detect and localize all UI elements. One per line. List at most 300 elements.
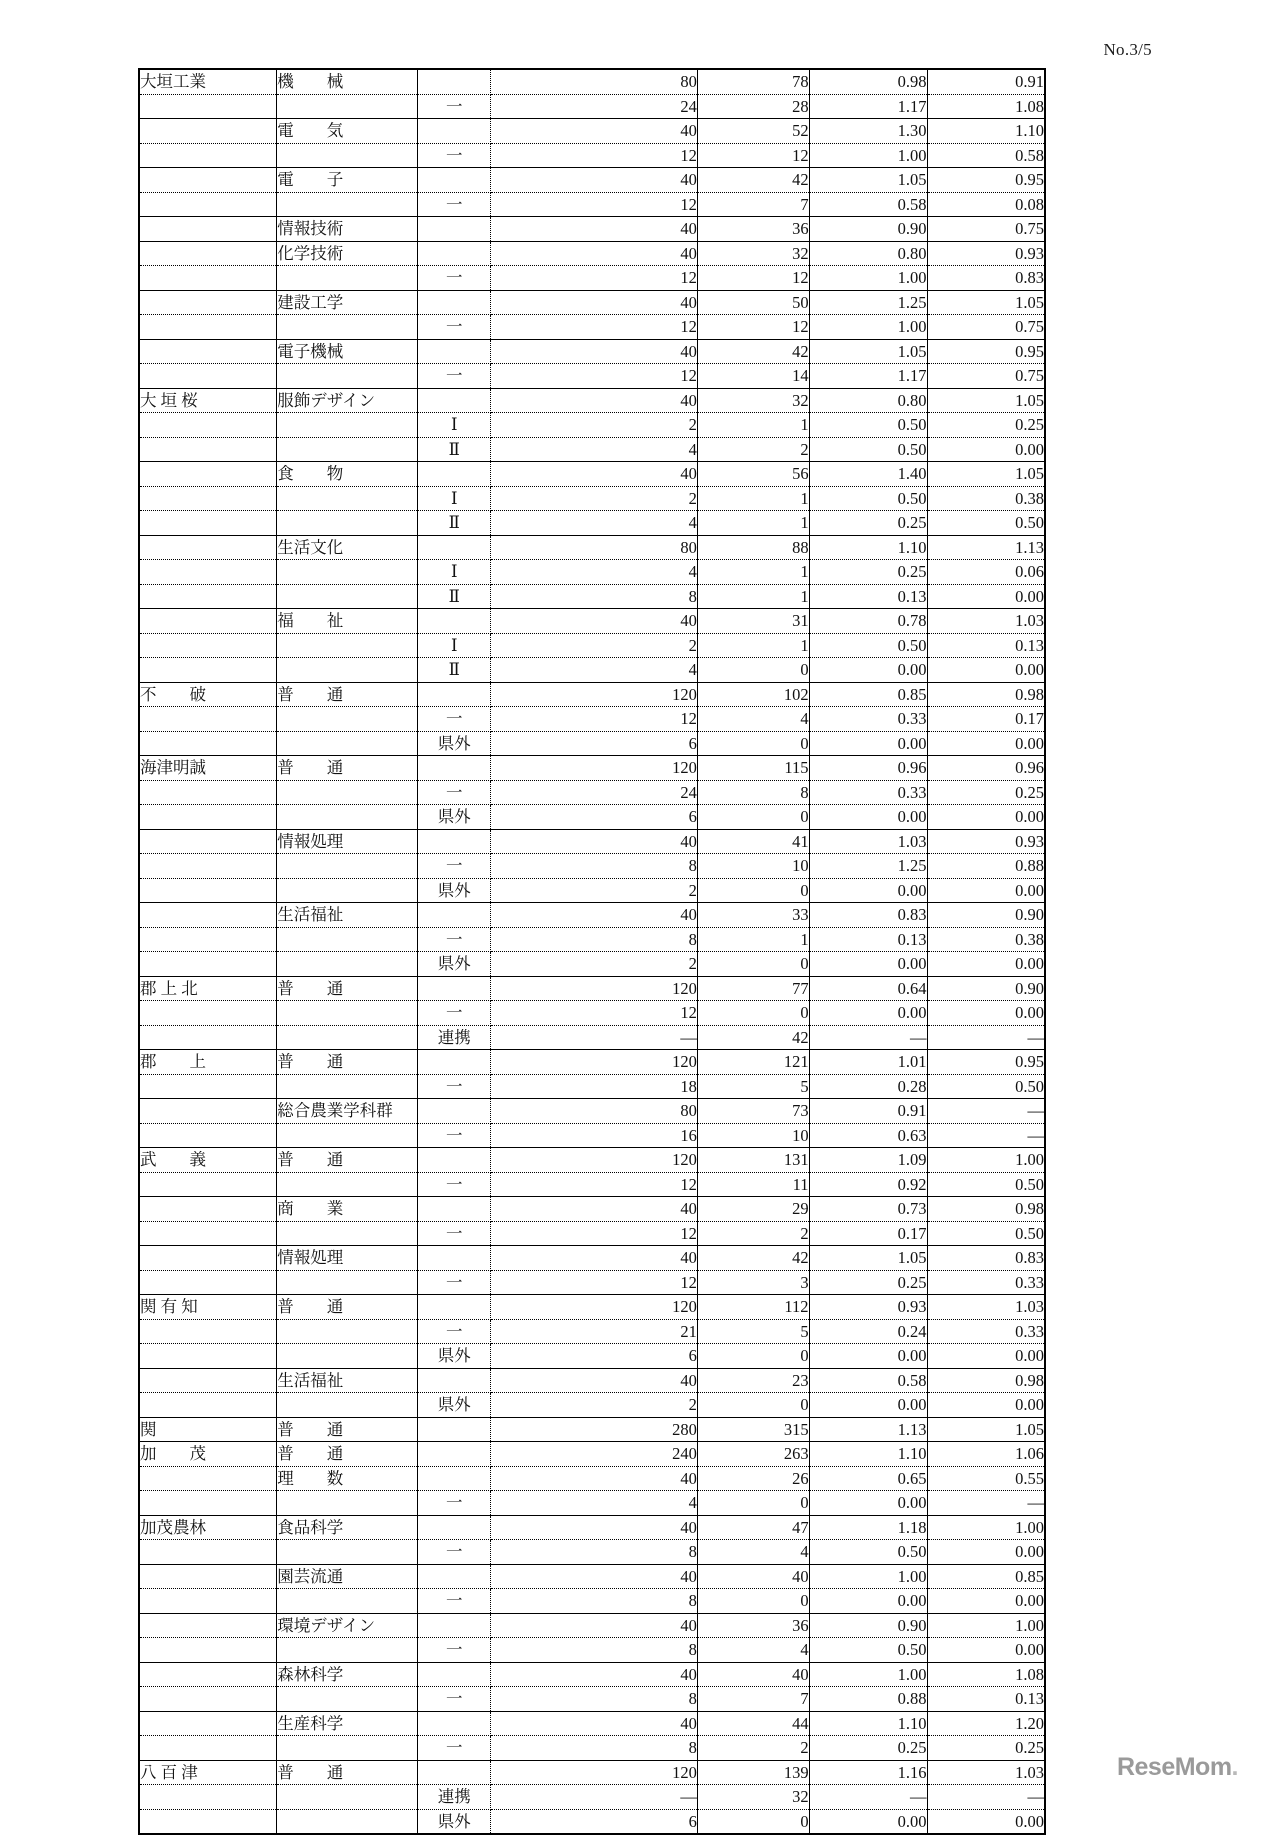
applicants-cell: 0 bbox=[697, 1589, 809, 1614]
school-name-cell bbox=[139, 1172, 277, 1197]
ratio-cell: 0.65 bbox=[809, 1466, 927, 1491]
prev-ratio-cell: 0.50 bbox=[927, 1221, 1045, 1246]
ratio-cell: 1.00 bbox=[809, 143, 927, 168]
kind-cell bbox=[418, 756, 491, 781]
capacity-cell: 40 bbox=[491, 241, 698, 266]
table-row bbox=[139, 168, 1045, 193]
prev-ratio-cell: 0.25 bbox=[927, 1736, 1045, 1761]
prev-ratio-cell: 1.10 bbox=[927, 119, 1045, 144]
kind-cell: 県外 bbox=[418, 1809, 491, 1834]
course-name-cell bbox=[277, 584, 418, 609]
ratio-cell: 1.25 bbox=[809, 854, 927, 879]
capacity-cell: 12 bbox=[491, 315, 698, 340]
applicants-cell: 77 bbox=[697, 976, 809, 1001]
school-name-cell bbox=[139, 1197, 277, 1222]
applicants-cell: 315 bbox=[697, 1417, 809, 1442]
table-row bbox=[139, 364, 1045, 389]
kind-cell bbox=[418, 903, 491, 928]
course-name-cell: 生産科学 bbox=[277, 1711, 418, 1736]
course-name-cell: 普 通 bbox=[277, 1417, 418, 1442]
prev-ratio-cell: 1.20 bbox=[927, 1711, 1045, 1736]
ratio-cell: — bbox=[809, 1025, 927, 1050]
school-name-cell: 不 破 bbox=[139, 682, 277, 707]
kind-cell: 一 bbox=[418, 1687, 491, 1712]
applicants-cell: 73 bbox=[697, 1099, 809, 1124]
applicants-cell: 263 bbox=[697, 1442, 809, 1467]
capacity-cell: 40 bbox=[491, 168, 698, 193]
applicants-cell: 115 bbox=[697, 756, 809, 781]
school-name-cell bbox=[139, 658, 277, 683]
course-name-cell bbox=[277, 854, 418, 879]
course-name-cell: 生活文化 bbox=[277, 535, 418, 560]
course-name-cell: 普 通 bbox=[277, 1295, 418, 1320]
prev-ratio-cell: 0.00 bbox=[927, 1809, 1045, 1834]
course-name-cell bbox=[277, 1221, 418, 1246]
ratio-cell: 0.50 bbox=[809, 486, 927, 511]
applicants-cell: 26 bbox=[697, 1466, 809, 1491]
kind-cell bbox=[418, 1148, 491, 1173]
school-name-cell bbox=[139, 364, 277, 389]
capacity-cell: 2 bbox=[491, 878, 698, 903]
school-name-cell bbox=[139, 486, 277, 511]
table-row bbox=[139, 952, 1045, 977]
capacity-cell: 40 bbox=[491, 290, 698, 315]
school-name-cell bbox=[139, 927, 277, 952]
resemom-logo-accent: . bbox=[1231, 1753, 1238, 1781]
applicants-cell: 1 bbox=[697, 584, 809, 609]
capacity-cell: 280 bbox=[491, 1417, 698, 1442]
ratio-cell: 0.00 bbox=[809, 1393, 927, 1418]
kind-cell bbox=[418, 1662, 491, 1687]
ratio-cell: 0.25 bbox=[809, 560, 927, 585]
table-row bbox=[139, 1711, 1045, 1736]
prev-ratio-cell: 0.75 bbox=[927, 364, 1045, 389]
table-row bbox=[139, 927, 1045, 952]
prev-ratio-cell: 0.93 bbox=[927, 241, 1045, 266]
course-name-cell: 普 通 bbox=[277, 1050, 418, 1075]
kind-cell bbox=[418, 339, 491, 364]
table-row bbox=[139, 780, 1045, 805]
table-row bbox=[139, 1785, 1045, 1810]
capacity-cell: 12 bbox=[491, 1270, 698, 1295]
ratio-cell: 0.00 bbox=[809, 1344, 927, 1369]
course-name-cell bbox=[277, 1736, 418, 1761]
ratio-cell: 0.90 bbox=[809, 1613, 927, 1638]
capacity-cell: 80 bbox=[491, 1099, 698, 1124]
course-name-cell: 森林科学 bbox=[277, 1662, 418, 1687]
applicants-cell: 0 bbox=[697, 1001, 809, 1026]
capacity-cell: 40 bbox=[491, 1368, 698, 1393]
applicants-cell: 112 bbox=[697, 1295, 809, 1320]
capacity-cell: 40 bbox=[491, 1466, 698, 1491]
applicants-cell: 36 bbox=[697, 217, 809, 242]
course-name-cell bbox=[277, 192, 418, 217]
ratio-cell: 1.17 bbox=[809, 364, 927, 389]
course-name-cell bbox=[277, 437, 418, 462]
prev-ratio-cell: 0.00 bbox=[927, 584, 1045, 609]
ratio-cell: 1.17 bbox=[809, 94, 927, 119]
prev-ratio-cell: 0.95 bbox=[927, 339, 1045, 364]
table-row bbox=[139, 1368, 1045, 1393]
table-row bbox=[139, 805, 1045, 830]
prev-ratio-cell: 0.00 bbox=[927, 805, 1045, 830]
ratio-cell: 1.40 bbox=[809, 462, 927, 487]
school-name-cell bbox=[139, 1736, 277, 1761]
applicants-cell: 32 bbox=[697, 388, 809, 413]
kind-cell: 一 bbox=[418, 1589, 491, 1614]
capacity-cell: 40 bbox=[491, 609, 698, 634]
course-name-cell: 食品科学 bbox=[277, 1515, 418, 1540]
capacity-cell: 120 bbox=[491, 1760, 698, 1785]
ratio-cell: 0.85 bbox=[809, 682, 927, 707]
school-name-cell bbox=[139, 217, 277, 242]
ratio-cell: 1.00 bbox=[809, 1564, 927, 1589]
ratio-cell: 0.50 bbox=[809, 633, 927, 658]
course-name-cell: 理 数 bbox=[277, 1466, 418, 1491]
prev-ratio-cell: 0.98 bbox=[927, 1197, 1045, 1222]
table-row bbox=[139, 1148, 1045, 1173]
school-name-cell bbox=[139, 119, 277, 144]
capacity-cell: 40 bbox=[491, 1711, 698, 1736]
prev-ratio-cell: 0.06 bbox=[927, 560, 1045, 585]
school-name-cell bbox=[139, 241, 277, 266]
table-row bbox=[139, 69, 1045, 94]
course-name-cell: 総合農業学科群 bbox=[277, 1099, 418, 1124]
kind-cell: 一 bbox=[418, 143, 491, 168]
course-name-cell: 食 物 bbox=[277, 462, 418, 487]
course-name-cell bbox=[277, 878, 418, 903]
ratio-cell: 0.00 bbox=[809, 1809, 927, 1834]
capacity-cell: 40 bbox=[491, 339, 698, 364]
course-name-cell bbox=[277, 1025, 418, 1050]
ratio-cell: 1.10 bbox=[809, 1711, 927, 1736]
table-row bbox=[139, 1417, 1045, 1442]
ratio-cell: 0.00 bbox=[809, 1001, 927, 1026]
table-row bbox=[139, 1564, 1045, 1589]
school-name-cell bbox=[139, 1613, 277, 1638]
applicants-cell: 23 bbox=[697, 1368, 809, 1393]
kind-cell: 連携 bbox=[418, 1025, 491, 1050]
course-name-cell bbox=[277, 143, 418, 168]
ratio-cell: 0.25 bbox=[809, 1270, 927, 1295]
prev-ratio-cell: 0.58 bbox=[927, 143, 1045, 168]
capacity-cell: 40 bbox=[491, 217, 698, 242]
course-name-cell bbox=[277, 731, 418, 756]
school-name-cell bbox=[139, 315, 277, 340]
kind-cell: Ⅰ bbox=[418, 413, 491, 438]
table-row bbox=[139, 1809, 1045, 1834]
capacity-cell: 8 bbox=[491, 1736, 698, 1761]
course-name-cell: 福 祉 bbox=[277, 609, 418, 634]
table-row bbox=[139, 756, 1045, 781]
prev-ratio-cell: 1.03 bbox=[927, 1760, 1045, 1785]
capacity-cell: 12 bbox=[491, 364, 698, 389]
applicants-cell: 0 bbox=[697, 1809, 809, 1834]
prev-ratio-cell: 0.90 bbox=[927, 976, 1045, 1001]
ratio-cell: 0.50 bbox=[809, 1540, 927, 1565]
ratio-cell: 0.00 bbox=[809, 805, 927, 830]
kind-cell bbox=[418, 1760, 491, 1785]
school-name-cell bbox=[139, 609, 277, 634]
course-name-cell bbox=[277, 1001, 418, 1026]
kind-cell bbox=[418, 1197, 491, 1222]
capacity-cell: 40 bbox=[491, 829, 698, 854]
table-row bbox=[139, 143, 1045, 168]
table-row bbox=[139, 217, 1045, 242]
prev-ratio-cell: 0.95 bbox=[927, 1050, 1045, 1075]
capacity-cell: 8 bbox=[491, 927, 698, 952]
prev-ratio-cell: 0.95 bbox=[927, 168, 1045, 193]
table-row bbox=[139, 829, 1045, 854]
capacity-cell: 120 bbox=[491, 976, 698, 1001]
kind-cell: 一 bbox=[418, 927, 491, 952]
capacity-cell: 6 bbox=[491, 731, 698, 756]
school-name-cell bbox=[139, 707, 277, 732]
ratio-cell: 0.93 bbox=[809, 1295, 927, 1320]
applicants-cell: 0 bbox=[697, 1344, 809, 1369]
kind-cell bbox=[418, 1442, 491, 1467]
applicants-cell: 14 bbox=[697, 364, 809, 389]
prev-ratio-cell: 0.55 bbox=[927, 1466, 1045, 1491]
applicants-cell: 102 bbox=[697, 682, 809, 707]
capacity-cell: 21 bbox=[491, 1319, 698, 1344]
prev-ratio-cell: — bbox=[927, 1025, 1045, 1050]
ratio-cell: 0.90 bbox=[809, 217, 927, 242]
capacity-cell: 18 bbox=[491, 1074, 698, 1099]
table-row bbox=[139, 94, 1045, 119]
kind-cell bbox=[418, 1368, 491, 1393]
ratio-cell: 1.10 bbox=[809, 535, 927, 560]
ratio-cell: 1.09 bbox=[809, 1148, 927, 1173]
school-name-cell bbox=[139, 584, 277, 609]
capacity-cell: 40 bbox=[491, 1515, 698, 1540]
prev-ratio-cell: 0.83 bbox=[927, 266, 1045, 291]
table-row bbox=[139, 1099, 1045, 1124]
table-row bbox=[139, 241, 1045, 266]
kind-cell bbox=[418, 217, 491, 242]
prev-ratio-cell: 1.06 bbox=[927, 1442, 1045, 1467]
kind-cell: 県外 bbox=[418, 952, 491, 977]
kind-cell: 一 bbox=[418, 1172, 491, 1197]
table-row bbox=[139, 486, 1045, 511]
ratio-cell: 0.13 bbox=[809, 584, 927, 609]
table-row bbox=[139, 290, 1045, 315]
kind-cell bbox=[418, 69, 491, 94]
course-name-cell bbox=[277, 1687, 418, 1712]
school-name-cell bbox=[139, 1319, 277, 1344]
school-name-cell bbox=[139, 1025, 277, 1050]
applicants-cell: 12 bbox=[697, 315, 809, 340]
kind-cell: 一 bbox=[418, 266, 491, 291]
school-name-cell bbox=[139, 290, 277, 315]
prev-ratio-cell: 0.00 bbox=[927, 437, 1045, 462]
table-row bbox=[139, 1025, 1045, 1050]
kind-cell bbox=[418, 1246, 491, 1271]
prev-ratio-cell: 1.05 bbox=[927, 290, 1045, 315]
table-row bbox=[139, 1319, 1045, 1344]
table-row bbox=[139, 1687, 1045, 1712]
capacity-cell: 8 bbox=[491, 1540, 698, 1565]
capacity-cell: 40 bbox=[491, 462, 698, 487]
capacity-cell: 2 bbox=[491, 486, 698, 511]
prev-ratio-cell: 0.25 bbox=[927, 413, 1045, 438]
capacity-cell: 8 bbox=[491, 1687, 698, 1712]
prev-ratio-cell: 1.13 bbox=[927, 535, 1045, 560]
prev-ratio-cell: 0.38 bbox=[927, 486, 1045, 511]
applicants-cell: 5 bbox=[697, 1319, 809, 1344]
school-name-cell bbox=[139, 1540, 277, 1565]
applicants-cell: 7 bbox=[697, 1687, 809, 1712]
capacity-cell: — bbox=[491, 1025, 698, 1050]
table-row bbox=[139, 682, 1045, 707]
school-name-cell: 加 茂 bbox=[139, 1442, 277, 1467]
kind-cell: Ⅰ bbox=[418, 486, 491, 511]
school-name-cell bbox=[139, 535, 277, 560]
course-name-cell: 情報処理 bbox=[277, 1246, 418, 1271]
applicants-cell: 10 bbox=[697, 854, 809, 879]
prev-ratio-cell: 0.08 bbox=[927, 192, 1045, 217]
course-name-cell bbox=[277, 486, 418, 511]
table-row bbox=[139, 1393, 1045, 1418]
capacity-cell: 16 bbox=[491, 1123, 698, 1148]
course-name-cell bbox=[277, 633, 418, 658]
kind-cell: 一 bbox=[418, 1221, 491, 1246]
ratio-cell: 0.33 bbox=[809, 707, 927, 732]
table-row bbox=[139, 1197, 1045, 1222]
table-row bbox=[139, 903, 1045, 928]
prev-ratio-cell: 1.00 bbox=[927, 1148, 1045, 1173]
capacity-cell: 40 bbox=[491, 1613, 698, 1638]
prev-ratio-cell: — bbox=[927, 1099, 1045, 1124]
applicants-cell: 29 bbox=[697, 1197, 809, 1222]
capacity-cell: 4 bbox=[491, 1491, 698, 1516]
prev-ratio-cell: 0.25 bbox=[927, 780, 1045, 805]
table-row bbox=[139, 560, 1045, 585]
course-name-cell bbox=[277, 658, 418, 683]
course-name-cell bbox=[277, 1638, 418, 1663]
table-row bbox=[139, 1736, 1045, 1761]
applicants-cell: 88 bbox=[697, 535, 809, 560]
school-name-cell: 郡 上 bbox=[139, 1050, 277, 1075]
course-name-cell bbox=[277, 1785, 418, 1810]
applicants-cell: 1 bbox=[697, 927, 809, 952]
applicants-cell: 2 bbox=[697, 1736, 809, 1761]
table-row bbox=[139, 707, 1045, 732]
table-row bbox=[139, 854, 1045, 879]
table-row bbox=[139, 1344, 1045, 1369]
table-row bbox=[139, 1491, 1045, 1516]
school-name-cell bbox=[139, 511, 277, 536]
table-row bbox=[139, 731, 1045, 756]
capacity-cell: 2 bbox=[491, 633, 698, 658]
kind-cell bbox=[418, 168, 491, 193]
ratio-cell: 1.13 bbox=[809, 1417, 927, 1442]
course-name-cell: 普 通 bbox=[277, 1148, 418, 1173]
ratio-cell: 1.03 bbox=[809, 829, 927, 854]
applicants-cell: 11 bbox=[697, 1172, 809, 1197]
table-row bbox=[139, 1466, 1045, 1491]
school-name-cell bbox=[139, 1074, 277, 1099]
kind-cell bbox=[418, 535, 491, 560]
capacity-cell: 40 bbox=[491, 119, 698, 144]
school-name-cell bbox=[139, 1270, 277, 1295]
ratio-cell: 0.73 bbox=[809, 1197, 927, 1222]
table-row bbox=[139, 976, 1045, 1001]
course-name-cell: 商 業 bbox=[277, 1197, 418, 1222]
school-name-cell bbox=[139, 437, 277, 462]
course-name-cell: 電 気 bbox=[277, 119, 418, 144]
kind-cell: Ⅰ bbox=[418, 633, 491, 658]
ratio-cell: 0.00 bbox=[809, 1491, 927, 1516]
capacity-cell: 120 bbox=[491, 1148, 698, 1173]
ratio-cell: 1.05 bbox=[809, 339, 927, 364]
course-name-cell bbox=[277, 927, 418, 952]
applicants-cell: 42 bbox=[697, 339, 809, 364]
applicants-cell: 47 bbox=[697, 1515, 809, 1540]
kind-cell bbox=[418, 1711, 491, 1736]
applicants-cell: 139 bbox=[697, 1760, 809, 1785]
school-name-cell bbox=[139, 854, 277, 879]
course-name-cell bbox=[277, 1270, 418, 1295]
table-row bbox=[139, 1172, 1045, 1197]
school-name-cell bbox=[139, 1368, 277, 1393]
applicants-cell: 42 bbox=[697, 168, 809, 193]
school-name-cell bbox=[139, 805, 277, 830]
course-name-cell: 電 子 bbox=[277, 168, 418, 193]
table-row bbox=[139, 1221, 1045, 1246]
applicants-cell: 36 bbox=[697, 1613, 809, 1638]
ratio-cell: 0.91 bbox=[809, 1099, 927, 1124]
course-name-cell: 園芸流通 bbox=[277, 1564, 418, 1589]
prev-ratio-cell: 1.05 bbox=[927, 1417, 1045, 1442]
prev-ratio-cell: 1.03 bbox=[927, 609, 1045, 634]
table-row bbox=[139, 584, 1045, 609]
table-row bbox=[139, 1246, 1045, 1271]
prev-ratio-cell: 0.83 bbox=[927, 1246, 1045, 1271]
prev-ratio-cell: 0.00 bbox=[927, 731, 1045, 756]
prev-ratio-cell: 1.08 bbox=[927, 1662, 1045, 1687]
kind-cell bbox=[418, 1099, 491, 1124]
school-name-cell bbox=[139, 560, 277, 585]
ratio-cell: 1.00 bbox=[809, 315, 927, 340]
table-row bbox=[139, 658, 1045, 683]
resemom-logo bbox=[1117, 1753, 1238, 1782]
school-name-cell bbox=[139, 1123, 277, 1148]
prev-ratio-cell: 1.05 bbox=[927, 462, 1045, 487]
school-name-cell bbox=[139, 1662, 277, 1687]
table-row bbox=[139, 609, 1045, 634]
course-name-cell bbox=[277, 1074, 418, 1099]
capacity-cell: 4 bbox=[491, 511, 698, 536]
ratio-cell: 0.80 bbox=[809, 241, 927, 266]
course-name-cell bbox=[277, 413, 418, 438]
school-name-cell bbox=[139, 829, 277, 854]
course-name-cell bbox=[277, 266, 418, 291]
applicants-cell: 44 bbox=[697, 1711, 809, 1736]
capacity-cell: 12 bbox=[491, 1172, 698, 1197]
ratio-cell: 1.05 bbox=[809, 1246, 927, 1271]
kind-cell: 一 bbox=[418, 1540, 491, 1565]
ratio-cell: 0.80 bbox=[809, 388, 927, 413]
course-name-cell: 普 通 bbox=[277, 756, 418, 781]
ratio-cell: 1.30 bbox=[809, 119, 927, 144]
school-name-cell bbox=[139, 413, 277, 438]
school-name-cell bbox=[139, 1589, 277, 1614]
table-row bbox=[139, 388, 1045, 413]
prev-ratio-cell: 0.00 bbox=[927, 1638, 1045, 1663]
prev-ratio-cell: 0.50 bbox=[927, 511, 1045, 536]
capacity-cell: 120 bbox=[491, 1295, 698, 1320]
